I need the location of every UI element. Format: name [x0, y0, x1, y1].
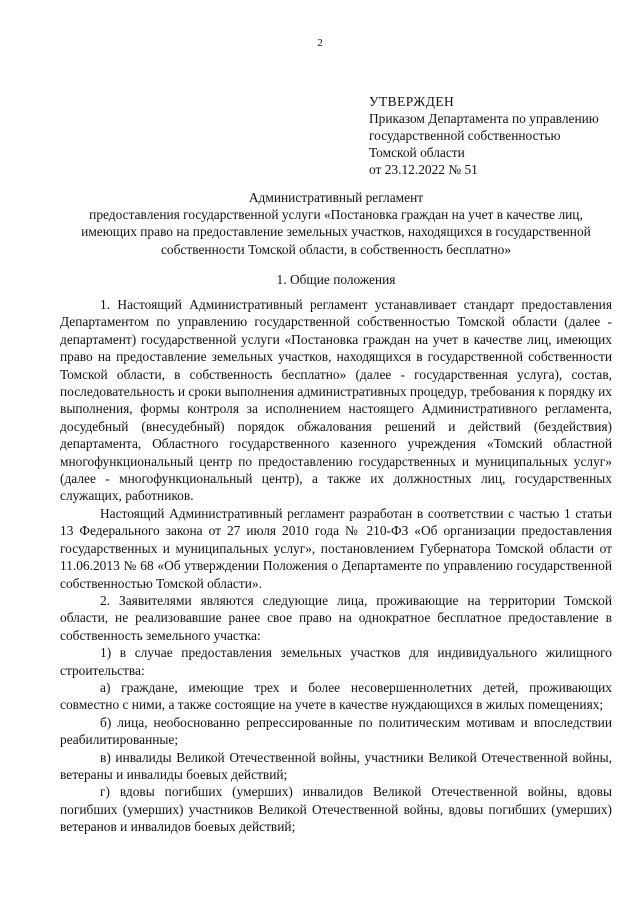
title-line: собственности Томской области, в собственность бесплатно»	[160, 241, 512, 257]
approval-stamp	[369, 93, 619, 178]
approval-line: Приказом Департамента по управлению	[369, 111, 599, 126]
title-line: предоставления государственной услуги «Постановка граждан на учет в качестве лиц,	[89, 207, 583, 223]
title-line: Административный регламент	[248, 190, 424, 205]
approval-line: государственной собственностью	[369, 128, 561, 143]
paragraph: в) инвалиды Великой Отечественной войны, участники Великой Отечественной войны, ветераны и инвалиды боевых действий;	[60, 749, 612, 782]
section-heading: 1. Общие положения	[276, 272, 396, 287]
paragraph: а) граждане, имеющие трех и более несовершеннолетних детей, проживающих совместно с ними, а также состоящие на учете в качестве нуждающихся в жилых помещениях;	[60, 679, 612, 713]
title-line: имеющих право на предоставление земельных участков, находящихся в государственной	[81, 224, 591, 240]
approval-heading: УТВЕРЖДЕН	[369, 94, 455, 109]
paragraph: 1. Настоящий Административный регламент устанавливает стандарт предоставления Департаментом по управлению государственной собственностью Томской области (далее - департамент) государственной услуги «Постановка граждан на учет в качестве лиц, имеющих право на предоставление земельных участков, находящихся в государственной собственности Томской области, в собственность бесплатно» (далее - государственная услуга), состав, последовательность и сроки выполнения административных процедур, требования к порядку их выполнения, формы контроля за исполнением настоящего Административного регламента, досудебный (внесудебный) порядок обжалования решений и действий (бездействия) департамента, Областного государственного казенного учреждения «Томский областной многофункциональный центр по предоставлению государственных и муниципальных услуг» (далее - многофункциональный центр), а также их должностных лиц, государственных служащих, работников.	[60, 297, 612, 504]
paragraph: б) лица, необоснованно репрессированные по политическим мотивам и впоследствии реабилитированные;	[60, 714, 612, 748]
paragraph: 1) в случае предоставления земельных участков для индивидуального жилищного строительства:	[60, 645, 612, 678]
approval-line: Томской области	[369, 145, 465, 160]
paragraph: Настоящий Административный регламент разработан в соответствии с частью 1 статьи 13 Федерального закона от 27 июля 2010 года № 210-ФЗ «Об организации предоставления государственных и муниципальных услуг», постановлением Губернатора Томской области от 11.06.2013 № 68 «Об утверждении Положения о Департаменте по управлению государственной собственностью Томской области».	[60, 505, 612, 591]
approval-line: от 23.12.2022 № 51	[369, 162, 478, 177]
page-number: 2	[317, 37, 323, 49]
paragraph: 2. Заявителями являются следующие лица, проживающие на территории Томской области, не реализовавшие ранее свое право на однократное бесплатное предоставление в собственность земельного участка:	[60, 592, 612, 643]
paragraph: г) вдовы погибших (умерших) инвалидов Великой Отечественной войны, вдовы погибших (умерших) участников Великой Отечественной войны, вдовы погибших (умерших) ветеранов и инвалидов боевых действий;	[60, 784, 612, 835]
document-title	[60, 189, 612, 258]
document-body	[60, 296, 612, 836]
